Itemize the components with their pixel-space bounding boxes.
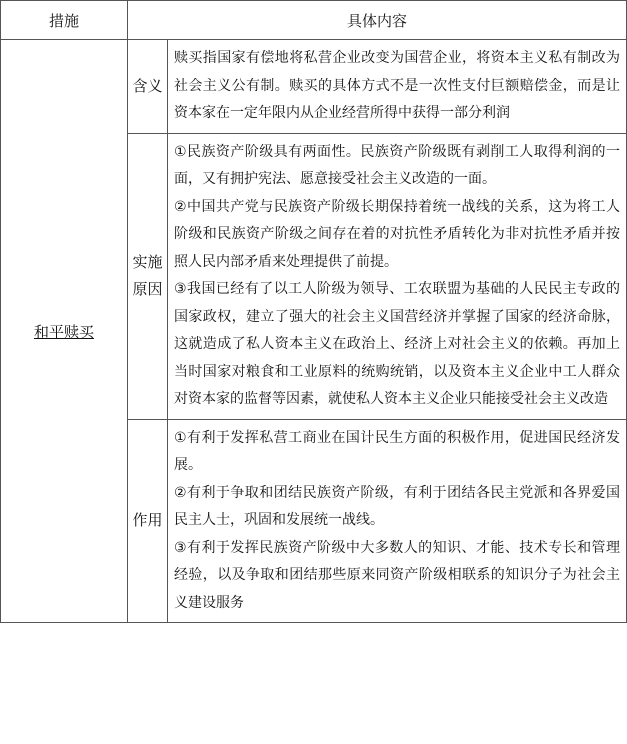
content-reasons [168, 133, 627, 419]
header-content: 具体内容 [128, 1, 627, 40]
sub-label-reasons [128, 133, 168, 419]
sub-label-definition: 含义 [128, 40, 168, 134]
measure-cell [1, 40, 128, 623]
header-measure: 措施 [1, 1, 128, 40]
paragraph: ①有利于发挥私营工商业在国计民生方面的积极作用，促进国民经济发展。 [174, 429, 621, 473]
paragraph: ①民族资产阶级具有两面性。民族资产阶级既有剥削工人取得利润的一面，又有拥护宪法、愿意接受社会主义改造的一面。 [174, 143, 621, 187]
content-definition [168, 40, 627, 134]
sub-label-line: 实施 [132, 253, 163, 271]
paragraph: 赎买指国家有偿地将私营企业改变为国营企业，将资本主义私有制改为社会主义公有制。赎买的具体方式不是一次性支付巨额赔偿金，而是让资本家在一定年限内从企业经营所得中获得一部分利润 [174, 50, 621, 121]
measure-label: 和平赎买 [33, 322, 94, 341]
sub-label-effects: 作用 [128, 419, 168, 623]
header-row [1, 1, 627, 40]
sub-label-line: 原因 [132, 280, 163, 298]
paragraph: ②有利于争取和团结民族资产阶级，有利于团结各民主党派和各界爱国民主人士，巩固和发展统一战线。 [174, 484, 621, 528]
paragraph: ③有利于发挥民族资产阶级中大多数人的知识、才能、技术专长和管理经验，以及争取和团结那些原来同资产阶级相联系的知识分子为社会主义建设服务 [174, 539, 621, 611]
table-row-definition [1, 40, 627, 134]
paragraph: ②中国共产党与民族资产阶级长期保持着统一战线的关系，这为将工人阶级和民族资产阶级之间存在着的对抗性矛盾转化为非对抗性矛盾并按照人民内部矛盾来处理提供了前提。 [174, 198, 621, 270]
content-effects [168, 419, 627, 623]
paragraph: ③我国已经有了以工人阶级为领导、工农联盟为基础的人民民主专政的国家政权，建立了强大的社会主义国营经济并掌握了国家的经济命脉，这就造成了私人资本主义在政治上、经济上对社会主义的依赖。再加上当时国家对粮食和工业原料的统购统销，以及资本主义企业中工人群众对资本家的监督等因素，就使私人资本主义企业只能接受社会主义改造 [174, 281, 621, 407]
